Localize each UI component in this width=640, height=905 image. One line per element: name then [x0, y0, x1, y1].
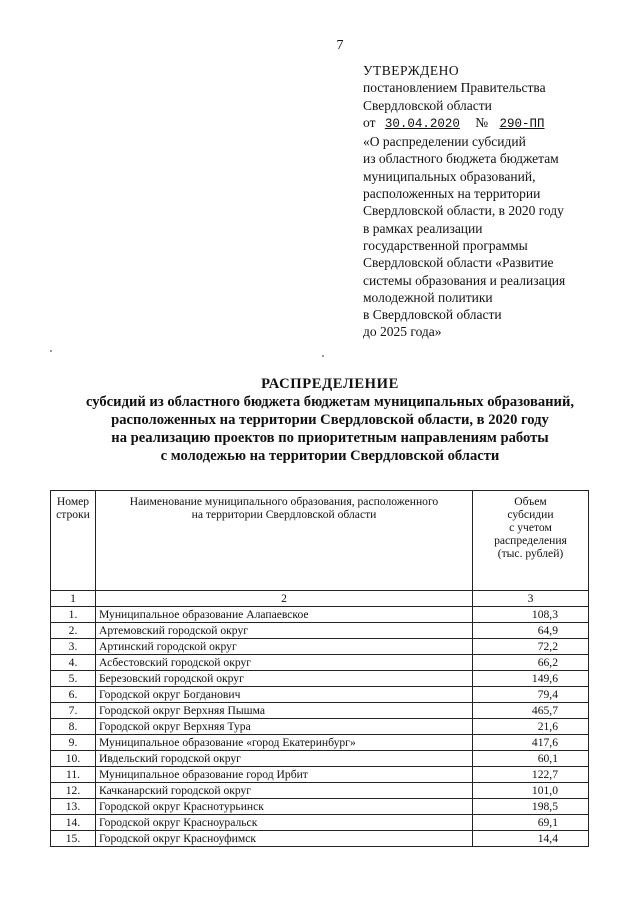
- table-row: [51, 767, 589, 783]
- table-row: [51, 783, 589, 799]
- row-number: 6.: [51, 687, 96, 703]
- heading-title: РАСПРЕДЕЛЕНИЕ: [261, 376, 399, 392]
- approval-title-line: системы образования и реализация: [363, 272, 566, 288]
- subsidy-value: 66,2: [473, 655, 589, 671]
- row-number: 5.: [51, 671, 96, 687]
- header-text: субсидии: [507, 508, 554, 521]
- page-number: 7: [336, 38, 344, 53]
- header-municipality-name: [96, 491, 473, 591]
- table-row: [51, 623, 589, 639]
- column-number: 1: [51, 591, 96, 607]
- municipality-name: Артемовский городской округ: [96, 623, 473, 639]
- approval-title-line: в рамках реализации: [363, 220, 483, 236]
- approval-number: 290-ПП: [499, 116, 545, 131]
- header-text: с учетом: [509, 521, 552, 534]
- approval-title-line: муниципальных образований,: [363, 168, 536, 184]
- subsidy-value: 149,6: [473, 671, 589, 687]
- row-number: 7.: [51, 703, 96, 719]
- heading-line: субсидий из областного бюджета бюджетам муниципальных образований,: [86, 394, 574, 410]
- municipality-name: Артинский городской округ: [96, 639, 473, 655]
- row-number: 9.: [51, 735, 96, 751]
- approval-date-line: [363, 114, 623, 133]
- table-row: [51, 607, 589, 623]
- row-number: 1.: [51, 607, 96, 623]
- header-text: Объем: [514, 495, 547, 508]
- table-row: [51, 671, 589, 687]
- municipality-name: Муниципальное образование «город Екатеринбург»: [96, 735, 473, 751]
- scan-speck: [322, 355, 324, 357]
- subsidy-value: 108,3: [473, 607, 589, 623]
- row-number: 15.: [51, 831, 96, 847]
- municipality-name: Городской округ Краснотурьинск: [96, 799, 473, 815]
- approval-title-line: расположенных на территории: [363, 186, 541, 202]
- municipality-name: Качканарский городской округ: [96, 783, 473, 799]
- header-text: на территории Свердловской области: [191, 508, 377, 521]
- row-number: 12.: [51, 783, 96, 799]
- column-number: 3: [473, 591, 589, 607]
- subsidy-value: 69,1: [473, 815, 589, 831]
- table-row: [51, 815, 589, 831]
- number-sign: №: [475, 114, 489, 130]
- municipality-name: Муниципальное образование Алапаевское: [96, 607, 473, 623]
- header-subsidy-amount: [473, 491, 589, 591]
- approval-title-line: молодежной политики: [363, 289, 493, 305]
- municipality-name: Городской округ Красноуфимск: [96, 831, 473, 847]
- heading-line: на реализацию проектов по приоритетным направлениям работы: [111, 430, 549, 446]
- header-text: Наименование муниципального образования, расположенного: [129, 495, 439, 508]
- table-row: [51, 751, 589, 767]
- header-text: (тыс. рублей): [497, 547, 564, 560]
- header-text: строки: [56, 508, 90, 521]
- subsidy-value: 79,4: [473, 687, 589, 703]
- subsidy-value: 60,1: [473, 751, 589, 767]
- approval-line-2: Свердловской области: [363, 97, 492, 113]
- subsidy-value: 64,9: [473, 623, 589, 639]
- subsidy-value: 417,6: [473, 735, 589, 751]
- table-row: [51, 639, 589, 655]
- row-number: 10.: [51, 751, 96, 767]
- column-numbers-row: [51, 591, 589, 607]
- table-row: [51, 655, 589, 671]
- row-number: 4.: [51, 655, 96, 671]
- municipality-name: Городской округ Верхняя Тура: [96, 719, 473, 735]
- approval-date: 30.04.2020: [384, 116, 460, 131]
- scan-speck: [50, 350, 52, 352]
- table-row: [51, 831, 589, 847]
- subsidy-value: 198,5: [473, 799, 589, 815]
- municipality-name: Городской округ Богданович: [96, 687, 473, 703]
- approval-title-line: из областного бюджета бюджетам: [363, 151, 559, 167]
- approval-title-line: государственной программы: [363, 237, 528, 253]
- row-number: 3.: [51, 639, 96, 655]
- date-prefix: от: [363, 114, 376, 130]
- column-number: 2: [96, 591, 473, 607]
- row-number: 11.: [51, 767, 96, 783]
- table-row: [51, 735, 589, 751]
- subsidy-value: 14,4: [473, 831, 589, 847]
- municipality-name: Городской округ Красноуральск: [96, 815, 473, 831]
- approval-title-line: «О распределении субсидий: [363, 134, 526, 150]
- municipality-name: Муниципальное образование город Ирбит: [96, 767, 473, 783]
- row-number: 2.: [51, 623, 96, 639]
- approved-label: УТВЕРЖДЕНО: [363, 63, 460, 78]
- table-header-row: [51, 491, 589, 591]
- municipality-name: Березовский городской округ: [96, 671, 473, 687]
- header-text: Номер: [56, 495, 90, 508]
- municipality-name: Городской округ Верхняя Пышма: [96, 703, 473, 719]
- heading-line: с молодежью на территории Свердловской области: [160, 448, 500, 464]
- subsidy-value: 72,2: [473, 639, 589, 655]
- table-row: [51, 703, 589, 719]
- heading-line: расположенных на территории Свердловской области, в 2020 году: [111, 412, 549, 428]
- table-row: [51, 719, 589, 735]
- header-row-number: [51, 491, 96, 591]
- approval-title-line: Свердловской области, в 2020 году: [363, 203, 564, 219]
- municipality-name: Ивдельский городской округ: [96, 751, 473, 767]
- approval-title-line: до 2025 года»: [363, 324, 442, 340]
- header-text: распределения: [494, 534, 567, 547]
- row-number: 13.: [51, 799, 96, 815]
- approval-block: [363, 62, 623, 341]
- table-row: [51, 799, 589, 815]
- subsidy-value: 21,6: [473, 719, 589, 735]
- subsidy-value: 465,7: [473, 703, 589, 719]
- document-heading: [40, 375, 620, 465]
- row-number: 8.: [51, 719, 96, 735]
- row-number: 14.: [51, 815, 96, 831]
- subsidy-value: 122,7: [473, 767, 589, 783]
- subsidy-value: 101,0: [473, 783, 589, 799]
- distribution-table: [50, 490, 589, 847]
- approval-line-1: постановлением Правительства: [363, 80, 546, 96]
- approval-title-line: в Свердловской области: [363, 307, 502, 323]
- approval-title-line: Свердловской области «Развитие: [363, 255, 554, 271]
- table-row: [51, 687, 589, 703]
- municipality-name: Асбестовский городской округ: [96, 655, 473, 671]
